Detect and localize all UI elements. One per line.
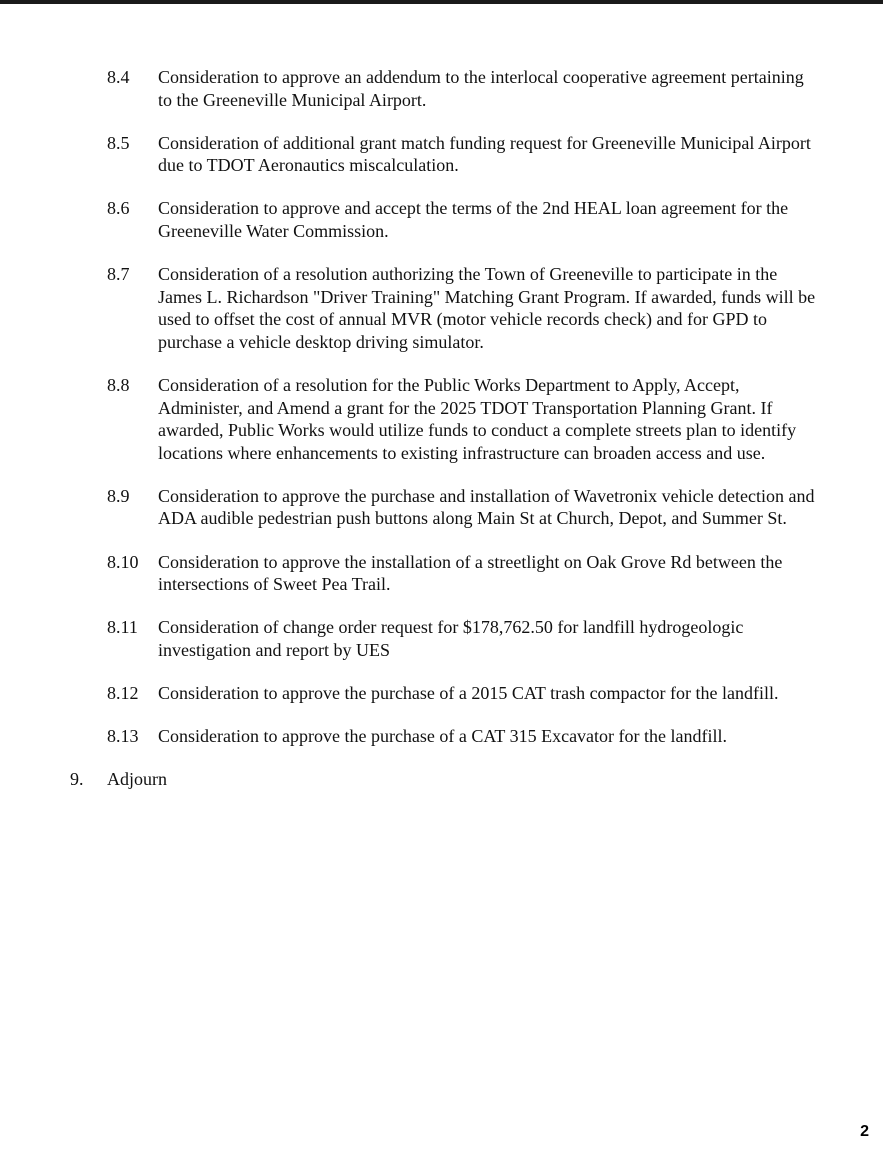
item-text: Consideration to approve the purchase of a CAT 315 Excavator for the landfill. [158,725,728,746]
item-text: Adjourn [107,769,167,790]
item-number: 8.8 [107,374,130,395]
agenda-item-8-6 [0,197,883,242]
agenda-item-8-11 [0,616,883,661]
agenda-item-8-13 [0,725,883,748]
agenda-item-8-9 [0,485,883,530]
agenda-item-8-10 [0,551,883,596]
item-number: 8.10 [107,551,139,572]
page-number: 2 [860,1123,869,1140]
agenda-item-9-adjourn [0,768,883,791]
item-number: 8.11 [107,617,138,638]
item-text: Consideration to approve the purchase of a 2015 CAT trash compactor for the landfill. [158,682,779,703]
item-number: 8.9 [107,485,130,506]
item-text: Consideration to approve an addendum to the interlocal cooperative agreement pertaining to the Greeneville Municipal Airport. [158,67,804,110]
item-text: Consideration of additional grant match funding request for Greeneville Municipal Airport due to TDOT Aeronautics miscalculation. [158,132,811,176]
item-text: Consideration to approve and accept the terms of the 2nd HEAL loan agreement for the Greeneville Water Commission. [158,198,789,241]
agenda-item-8-5 [0,132,883,177]
item-text: Consideration to approve the installation of a streetlight on Oak Grove Rd between the intersections of Sweet Pea Trail. [158,551,783,595]
agenda-list [0,66,883,791]
item-number: 9. [70,769,84,790]
item-text: Consideration to approve the purchase and installation of Wavetronix vehicle detection and ADA audible pedestrian push buttons along Main St at Church, Depot, and Summer St. [158,485,815,529]
agenda-item-8-7 [0,263,883,353]
item-number: 8.12 [107,682,139,703]
item-number: 8.6 [107,198,130,219]
agenda-item-8-8 [0,374,883,464]
item-number: 8.4 [107,67,130,87]
agenda-item-8-4 [0,66,883,111]
item-text: Consideration of change order request for $178,762.50 for landfill hydrogeologic investigation and report by UES [158,617,744,660]
top-border [0,0,883,4]
item-number: 8.13 [107,725,139,746]
agenda-item-8-12 [0,682,883,705]
item-text: Consideration of a resolution authorizing the Town of Greeneville to participate in the James L. Richardson "Driver Training" Matching Grant Program. If awarded, funds will be used to offset the cost of annual MVR (motor vehicle records check) and for GPD to purchase a vehicle desktop driving simulator. [158,264,816,352]
item-text: Consideration of a resolution for the Public Works Department to Apply, Accept, Administer, and Amend a grant for the 2025 TDOT Transportation Planning Grant. If awarded, Public Works would utilize funds to conduct a complete streets plan to identify locations where enhancements to existing infrastructure can broaden access and use. [158,374,797,463]
item-number: 8.7 [107,264,130,285]
item-number: 8.5 [107,132,130,153]
